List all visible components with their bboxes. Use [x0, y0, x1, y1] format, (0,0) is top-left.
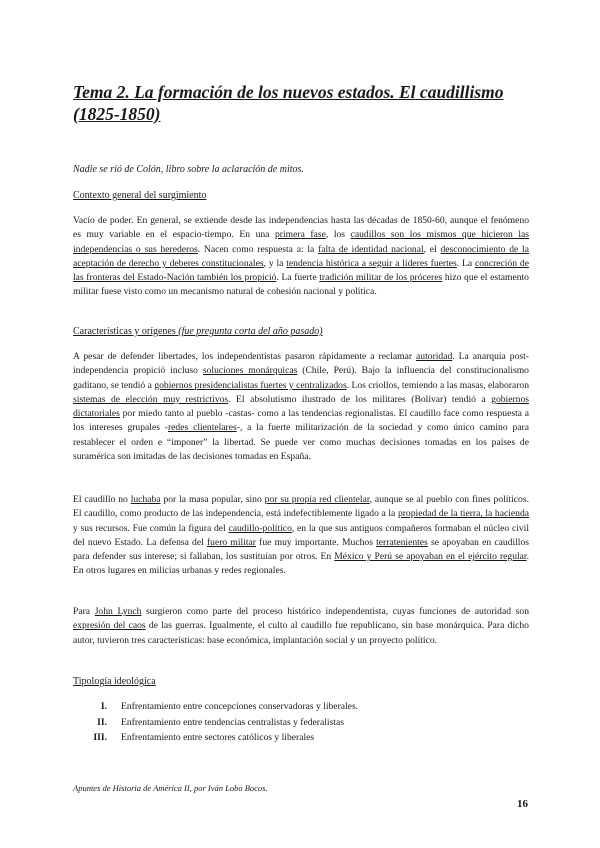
paragraph-caudillo: El caudillo no luchaba por la masa popular, sino por su propia red clientelar, aunque se al pueblo con fines políticos. El caudillo, como producto de las independencia, está indefectiblemente ligado a la propiedad de la tierra, la hacienda y sus recursos. Fue común la figura del caudillo-político, en la que sus antiguos compañeros formaban el núcleo civil del nuevo Estado. La defensa del fuero militar fue muy importante. Muchos terratenientes se apoyaban en caudillos para defender sus interese; si fallaban, los sustituían por otros. En México y Perú se apoyaban en el ejército regular. En otros lugares en milicias urbanas y redes regionales.	[73, 494, 530, 577]
page-number: 16	[517, 798, 528, 810]
page-title: Tema 2. La formación de los nuevos estados. El caudillismo (1825-1850)	[73, 82, 504, 124]
list-item: I. Enfrentamiento entre concepciones conservadoras y liberales.	[100, 701, 359, 712]
section-heading-context: Contexto general del surgimiento	[73, 190, 207, 201]
section-heading-typology: Tipología ideológica	[73, 676, 156, 687]
paragraph-context: Vacío de poder. En general, se extiende desde las independencias hasta las décadas de 1850-60, aunque el fenómeno es muy variable en el espacio-tiempo. En una primera fase, los caudillos son los mismos que hicieron las independencias o sus herederos. Nacen como respuesta a: la falta de identidad nacional, el desconocimiento de la aceptación de derecho y deberes constitucionales, y la tendencia histórica a seguir a líderes fuertes. La concreción de las fronteras del Estado-Nación también los propició. La fuerte tradición militar de los próceres hizo que el estamento militar fuese visto como un mecanismo natural de cohesión nacional y política.	[73, 215, 529, 298]
section-heading-characteristics: Características y orígenes (fue pregunta corta del año pasado)	[73, 326, 323, 337]
list-item: III. Enfrentamiento entre sectores católicos y liberales	[93, 732, 315, 743]
page-footer: Apuntes de Historia de América II, por Iván Lobo Bocos.	[73, 783, 268, 793]
list-item: II. Enfrentamiento entre tendencias centralistas y federalistas	[97, 716, 344, 728]
paragraph-lynch: Para John Lynch surgieron como parte del proceso histórico independentista, cuyas funciones de autoridad son expresión del caos de las guerras. Igualmente, el culto al caudillo fue republicano, sin base monárquica. Para dicho autor, tuvieron tres características: base económica, implantación social y un proyecto político.	[73, 606, 529, 646]
paragraph-characteristics: A pesar de defender libertades, los independentistas pasaron rápidamente a reclamar autoridad. La anarquía post-independencia propició incluso soluciones monárquicas (Chile, Perú). Bajo la influencia del constitucionalismo gaditano, se tendió a gobiernos presidencialistas fuertes y centralizados. Los criollos, temiendo a las masas, elaboraron sistemas de elección muy restrictivos. El absolutismo ilustrado de los militares (Bolívar) tendió a gobiernos dictatoriales por miedo tanto al pueblo -castas- como a las tendencias regionalistas. El caudillo face como respuesta a los intereses grupales -redes clientelares-, a la fuerte militarización de la sociedad y como único camino para restablecer el orden e “imponer” la libertad. Se puede ver como muchas decisiones tomadas en los países de suramérica son imitadas de las decisiones tomadas en España.	[73, 351, 530, 463]
intro-note: Nadie se rió de Colón, libro sobre la aclaración de mitos.	[73, 164, 304, 175]
typology-list	[73, 699, 529, 746]
